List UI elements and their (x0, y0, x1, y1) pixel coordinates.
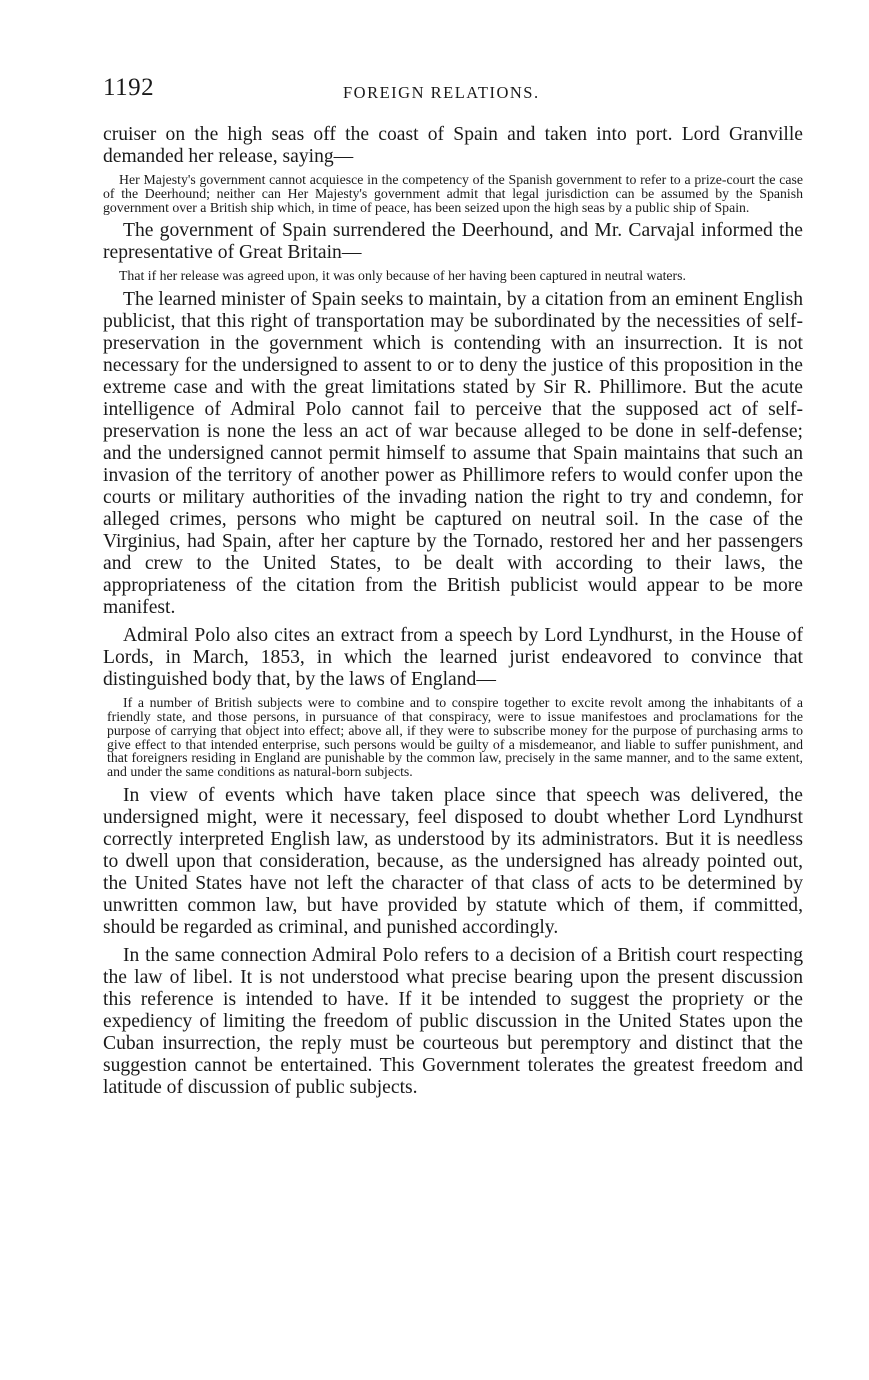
paragraph-libel: In the same connection Admiral Polo refers to a decision of a British court respecting the law of libel. It is not understood what precise bearing upon the present discussion this reference is intended to have. If it be intended to suggest the propriety or the expediency of limiting the freedom of public discussion in the United States upon the Cuban insurrection, the reply must be courteous but peremptory and distinct that the suggestion cannot be entertained. This Government tolerates the greatest freedom and latitude of discussion of public subjects. (103, 944, 803, 1098)
paragraph-continuation: cruiser on the high seas off the coast of Spain and taken into port. Lord Granville demanded her release, saying— (103, 124, 803, 167)
page-number: 1192 (103, 74, 155, 101)
paragraph-lyndhurst: Admiral Polo also cites an extract from a speech by Lord Lyndhurst, in the House of Lords, in March, 1853, in which the learned jurist endeavored to convince that distinguished body that, by the laws of England— (103, 625, 803, 691)
quote-granville: Her Majesty's government cannot acquiesce in the competency of the Spanish government to refer to a prize-court the case of the Deerhound; neither can Her Majesty's government admit that legal jurisdiction can be assumed by the Spanish government over a British ship which, in time of peace, has been seized upon the high seas by a public ship of Spain. (103, 172, 803, 215)
running-head: FOREIGN RELATIONS. (343, 83, 540, 102)
quote-lyndhurst: If a number of British subjects were to combine and to conspire together to excite revolt among the inhabitants of a friendly state, and those persons, in pursuance of that conspiracy, were to issue manifestoes and proclamations for the purpose of carrying that object into effect; above all, if they were to subscribe money for the purpose of purchasing arms to give effect to that intended enterprise, such persons would be guilty of a misdemeanor, and liable to suffer punishment, and that foreigners residing in England are punishable by the common law, precisely in the same manner, and to the same extent, and under the same conditions as natural-born subjects. (107, 695, 803, 780)
paragraph-deerhound-surrender: The government of Spain surrendered the Deerhound, and Mr. Carvajal informed the representative of Great Britain— (103, 220, 803, 264)
paragraph-self-preservation: The learned minister of Spain seeks to maintain, by a citation from an eminent English publicist, that this right of transportation may be subordinated by the necessities of self-preservation in the government which is contending with an insurrection. It is not necessary for the undersigned to assent to or to deny the justice of this proposition in the extreme case and with the great limitations stated by Sir R. Phillimore. But the acute intelligence of Admiral Polo cannot fail to perceive that the supposed act of self-preservation is none the less an act of war because alleged to be done in self-defense; and the undersigned cannot permit himself to assume that Spain maintains that such an invasion of the territory of another power as Phillimore refers to would confer upon the courts or military authorities of the invading nation the right to try and condemn, for alleged crimes, persons who might be captured on neutral soil. In the case of the Virginius, had Spain, after her capture by the Tornado, restored her and her passengers and crew to the United States, to be dealt with according to their laws, the appropriateness of the citation from the British publicist would appear to be more manifest. (103, 289, 803, 619)
page-header (103, 74, 806, 108)
paragraph-english-law: In view of events which have taken place since that speech was delivered, the undersigned might, were it necessary, feel disposed to doubt whether Lord Lyndhurst correctly interpreted English law, as understood by its administrators. But it is needless to dwell upon that consideration, because, as the undersigned has already pointed out, the United States have not left the character of that class of acts to be determined by unwritten common law, but have provided by statute which of them, if committed, should be regarded as criminal, and punished accordingly. (103, 784, 803, 938)
quote-carvajal: That if her release was agreed upon, it was only because of her having been captured in neutral waters. (119, 268, 686, 284)
page-body (103, 124, 803, 1099)
